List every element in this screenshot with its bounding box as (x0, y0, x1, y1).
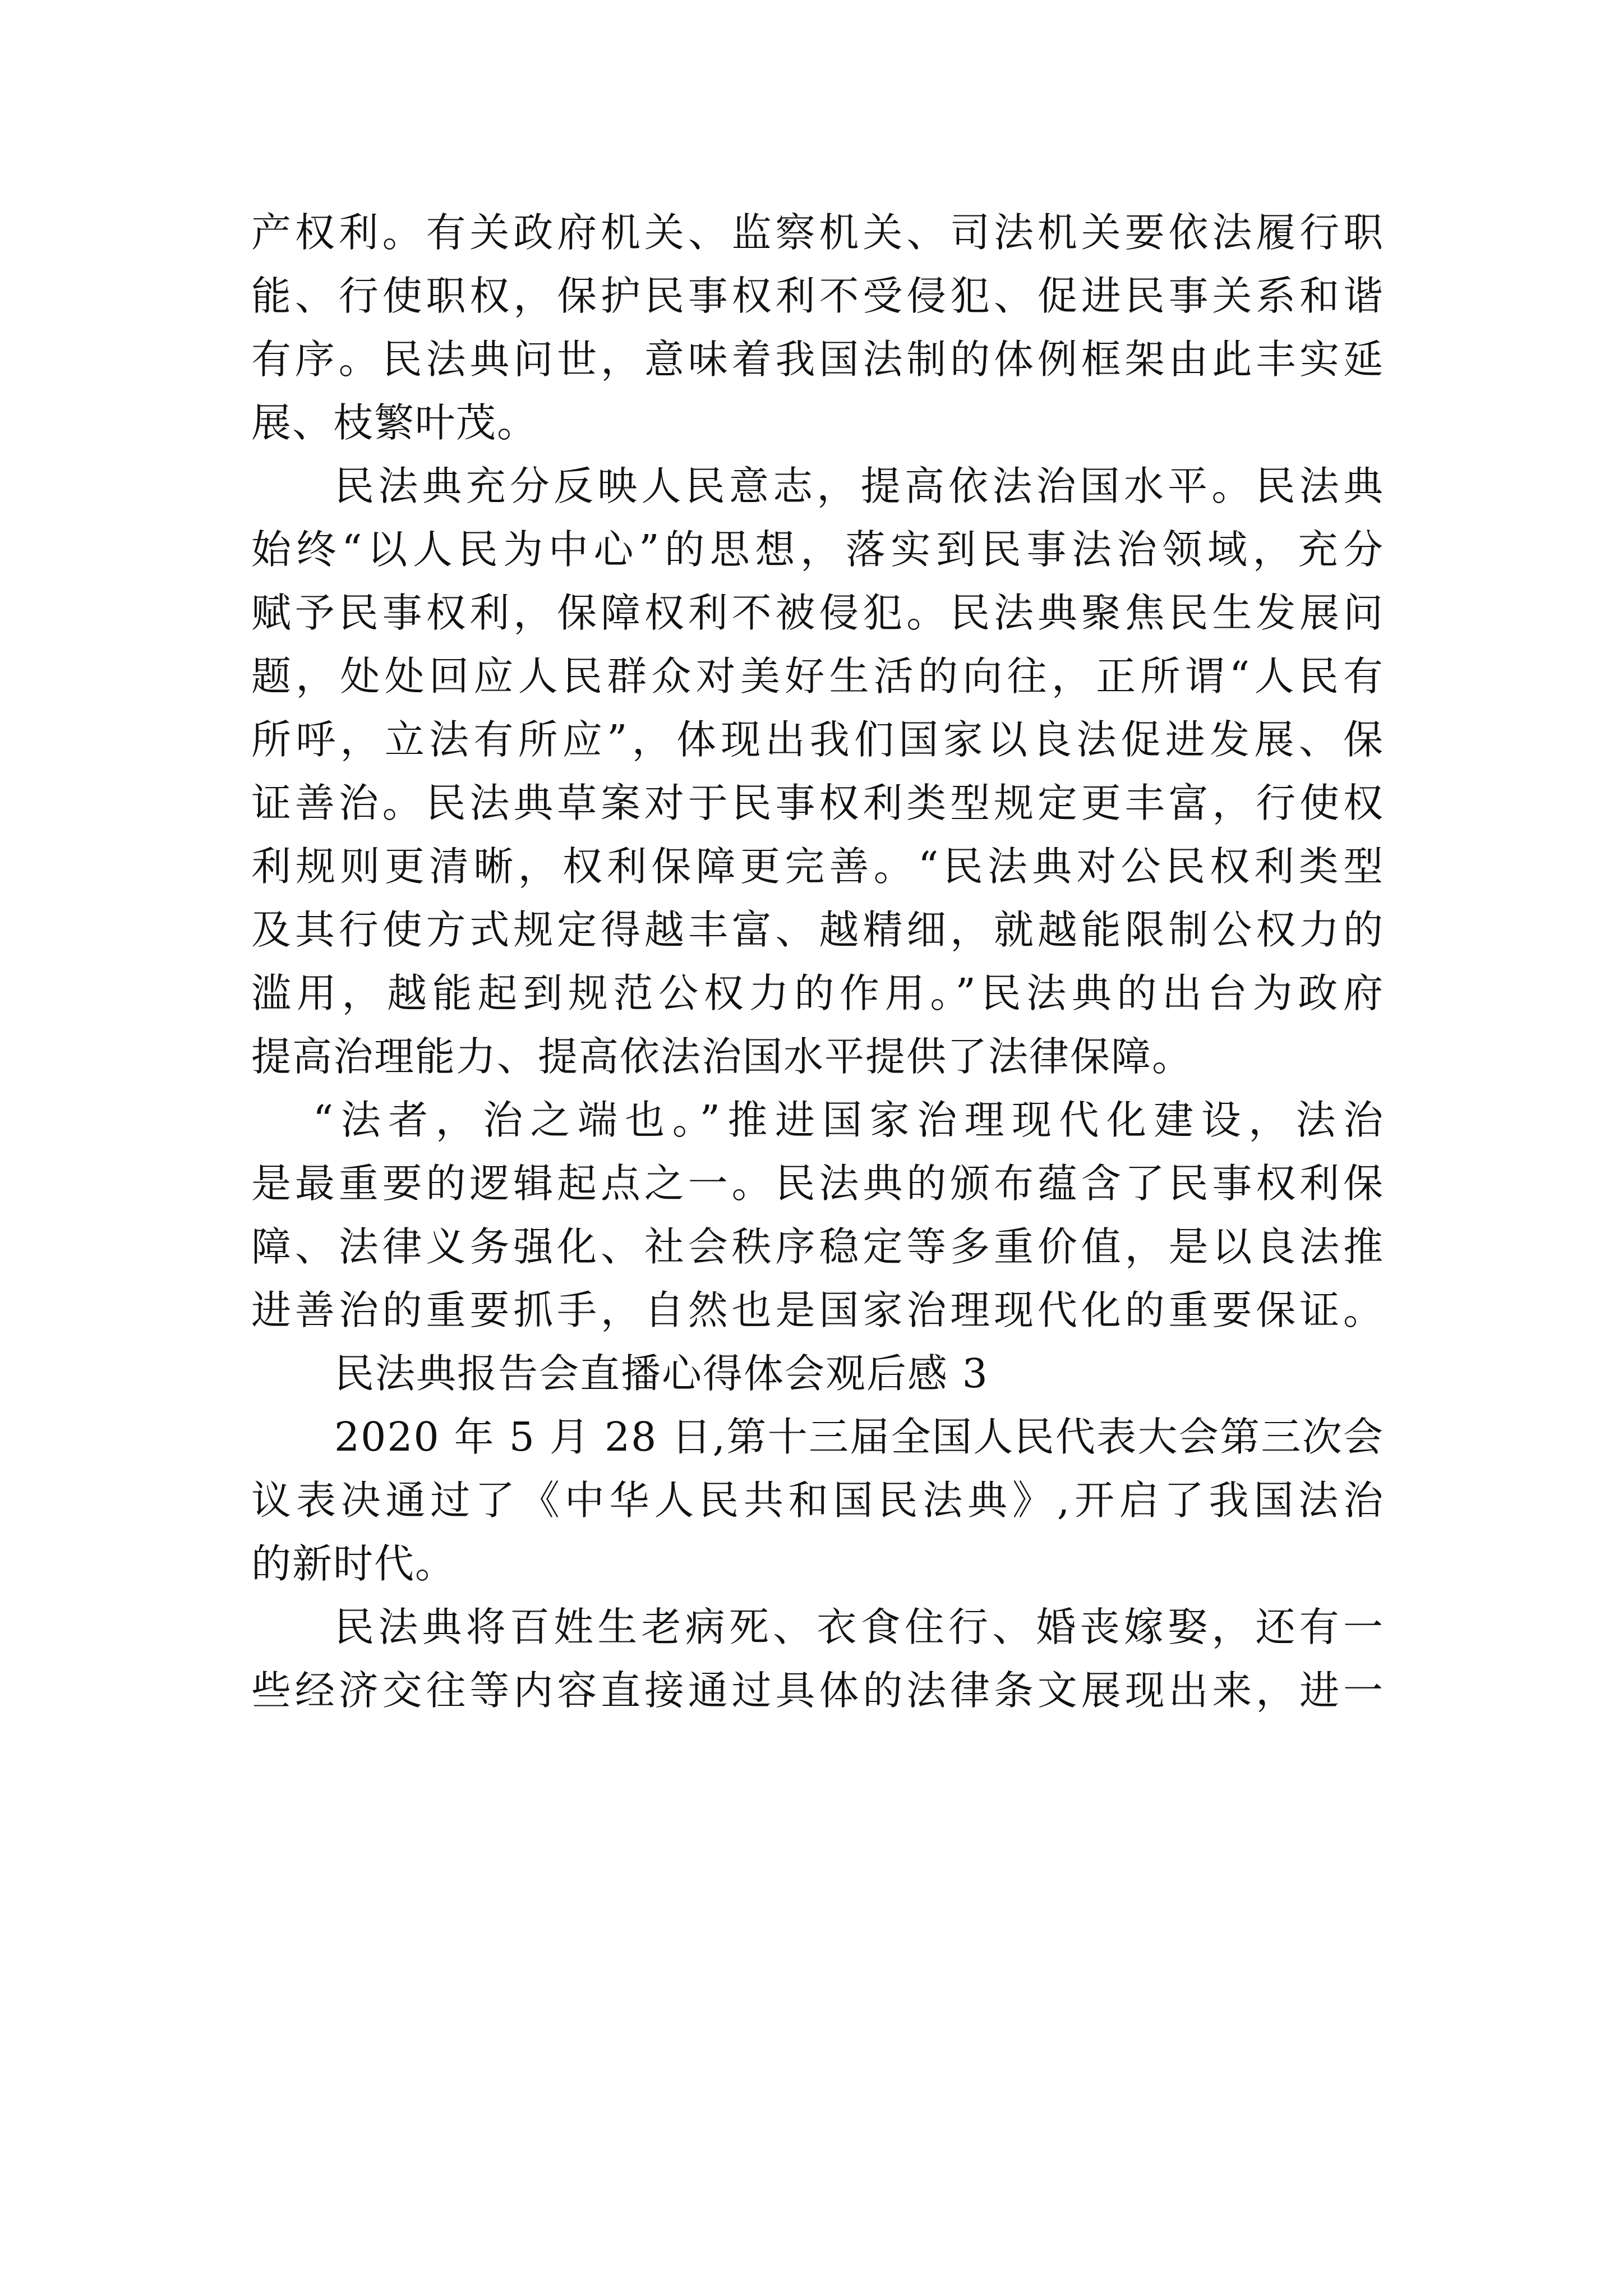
paragraph-line: 利规则更清晰，权利保障更完善。“民法典对公民权利类型 (251, 843, 1384, 890)
paragraph-line: 展、枝繁叶茂。 (251, 399, 538, 446)
paragraph-line: 证善治。民法典草案对于民事权利类型规定更丰富，行使权 (251, 780, 1384, 826)
paragraph-line: 有序。民法典问世，意味着我国法制的体例框架由此丰实延 (251, 336, 1384, 383)
paragraph-line: 的新时代。 (251, 1540, 457, 1587)
paragraph-line: 能、行使职权，保护民事权利不受侵犯、促进民事关系和谐 (251, 273, 1384, 319)
document-body (251, 201, 1384, 1722)
paragraph-line: 2020 年 5 月 28 日,第十三届全国人民代表大会第三次会 (334, 1414, 1384, 1460)
section-heading: 民法典报告会直播心得体会观后感 3 (334, 1350, 989, 1397)
paragraph-line: 民法典充分反映人民意志，提高依法治国水平。民法典 (334, 463, 1384, 509)
paragraph-line: 障、法律义务强化、社会秩序稳定等多重价值，是以良法推 (251, 1223, 1384, 1270)
paragraph-line: 题，处处回应人民群众对美好生活的向往，正所谓“人民有 (251, 653, 1384, 700)
paragraph-line: 民法典将百姓生老病死、衣食住行、婚丧嫁娶，还有一 (334, 1604, 1384, 1650)
paragraph-line: 提高治理能力、提高依法治国水平提供了法律保障。 (251, 1033, 1193, 1080)
paragraph-line: 是最重要的逻辑起点之一。民法典的颁布蕴含了民事权利保 (251, 1160, 1384, 1207)
paragraph-line: 议表决通过了《中华人民共和国民法典》,开启了我国法治 (251, 1477, 1384, 1524)
paragraph-line: 始终“以人民为中心”的思想，落实到民事法治领域，充分 (251, 526, 1384, 573)
paragraph-line: 赋予民事权利，保障权利不被侵犯。民法典聚焦民生发展问 (251, 590, 1384, 636)
paragraph-line: “法者，治之端也。”推进国家治理现代化建设，法治 (313, 1097, 1384, 1143)
paragraph-line: 及其行使方式规定得越丰富、越精细，就越能限制公权力的 (251, 907, 1384, 953)
paragraph-line: 些经济交往等内容直接通过具体的法律条文展现出来，进一 (251, 1667, 1384, 1714)
paragraph-line: 所呼，立法有所应”，体现出我们国家以良法促进发展、保 (251, 716, 1384, 763)
paragraph-line: 产权利。有关政府机关、监察机关、司法机关要依法履行职 (251, 209, 1384, 256)
paragraph-line: 进善治的重要抓手，自然也是国家治理现代化的重要保证。 (251, 1287, 1384, 1333)
paragraph-line: 滥用，越能起到规范公权力的作用。”民法典的出台为政府 (251, 970, 1384, 1016)
